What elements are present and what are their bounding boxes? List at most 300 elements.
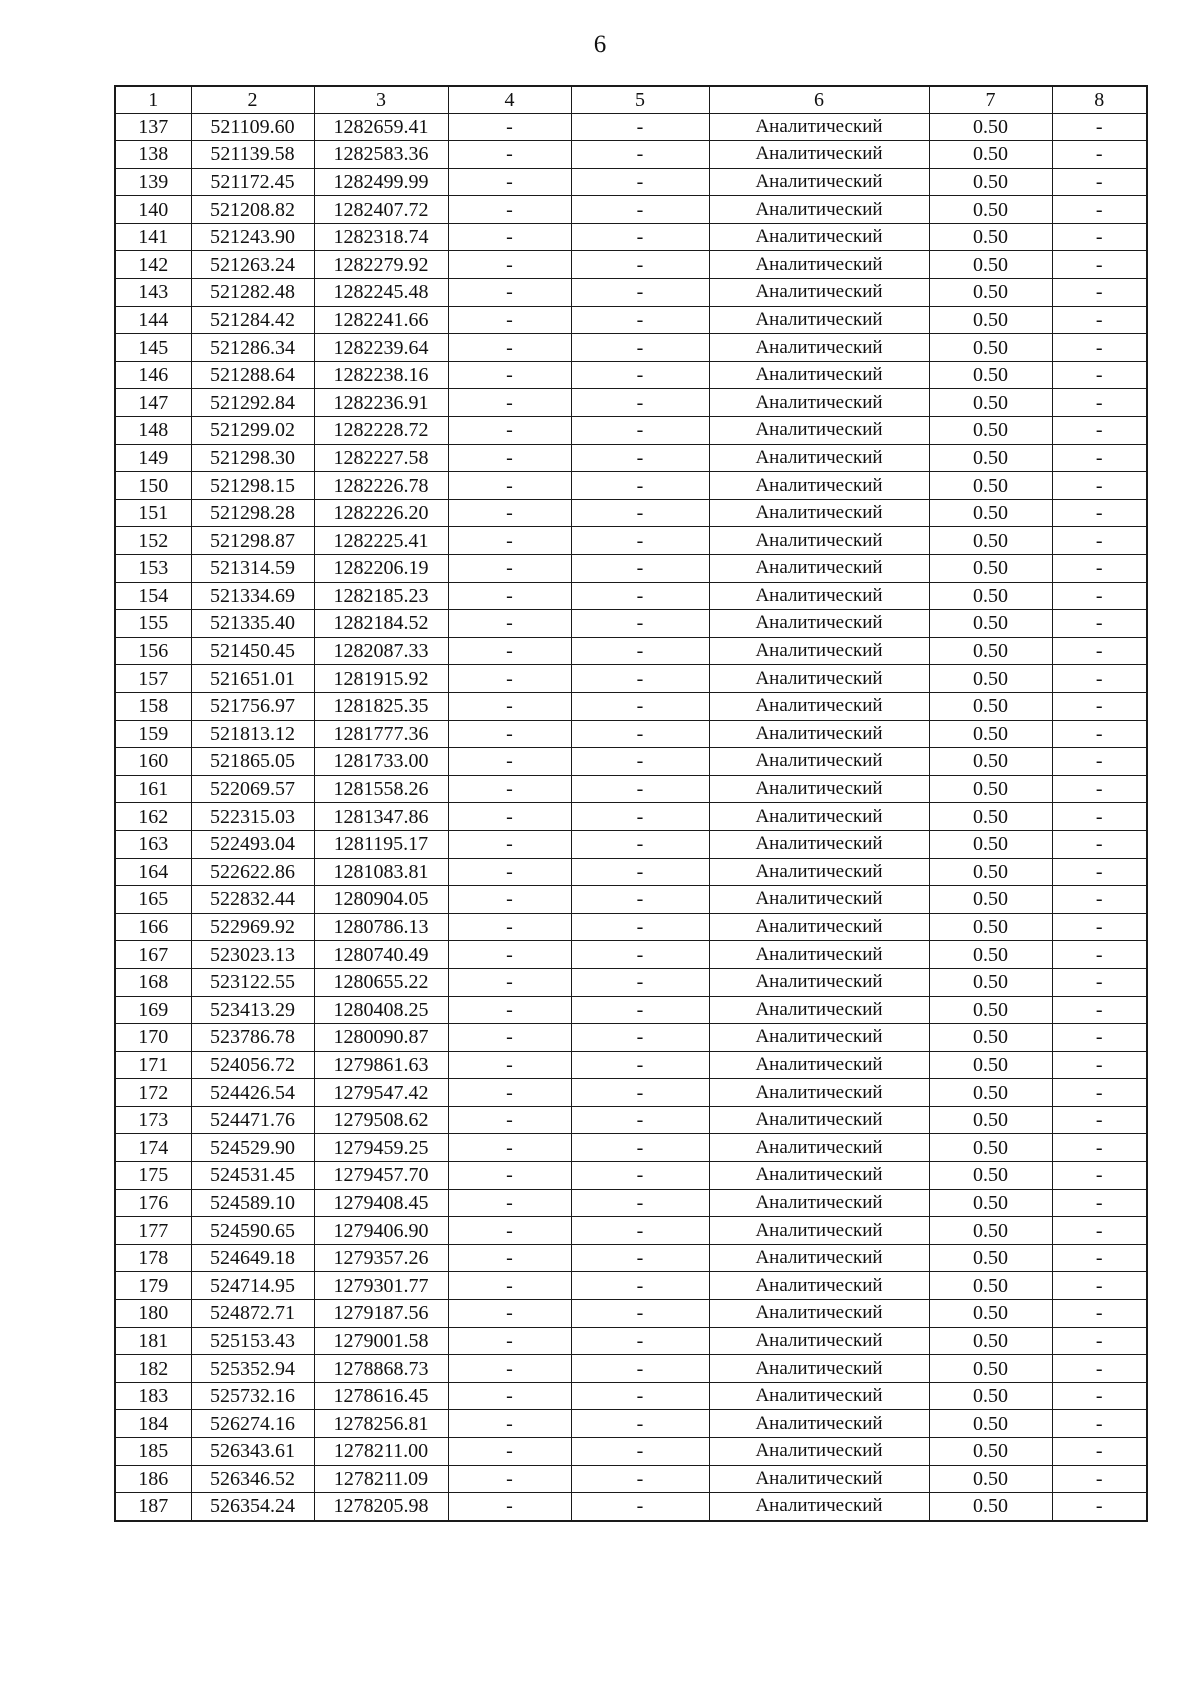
column-8-cell: - [1052,306,1147,334]
method-cell: Аналитический [709,1410,929,1438]
point-number-cell: 166 [115,913,191,941]
column-8-cell: - [1052,279,1147,307]
column-4-cell: - [448,1134,571,1162]
table-row [115,1272,1147,1300]
coordinates-table [114,85,1148,1522]
point-number-cell: 174 [115,1134,191,1162]
column-8-cell: - [1052,582,1147,610]
point-number-cell: 152 [115,527,191,555]
accuracy-cell: 0.50 [929,1300,1052,1328]
column-8-cell: - [1052,1051,1147,1079]
column-5-cell: - [571,168,709,196]
column-5-cell: - [571,941,709,969]
point-number-cell: 150 [115,472,191,500]
x-coordinate-cell: 521334.69 [191,582,314,610]
x-coordinate-cell: 526354.24 [191,1493,314,1521]
y-coordinate-cell: 1278616.45 [314,1382,448,1410]
column-8-cell: - [1052,610,1147,638]
table-row [115,665,1147,693]
column-8-cell: - [1052,334,1147,362]
column-5-cell: - [571,1410,709,1438]
x-coordinate-cell: 521208.82 [191,196,314,224]
table-row [115,1217,1147,1245]
accuracy-cell: 0.50 [929,858,1052,886]
point-number-cell: 181 [115,1327,191,1355]
column-5-cell: - [571,1382,709,1410]
table-row [115,113,1147,141]
column-8-cell: - [1052,996,1147,1024]
column-8-cell: - [1052,830,1147,858]
point-number-cell: 154 [115,582,191,610]
column-5-cell: - [571,1355,709,1383]
x-coordinate-cell: 524649.18 [191,1244,314,1272]
table-row [115,361,1147,389]
column-8-cell: - [1052,444,1147,472]
point-number-cell: 173 [115,1106,191,1134]
accuracy-cell: 0.50 [929,913,1052,941]
column-4-cell: - [448,168,571,196]
y-coordinate-cell: 1282659.41 [314,113,448,141]
accuracy-cell: 0.50 [929,1382,1052,1410]
y-coordinate-cell: 1280408.25 [314,996,448,1024]
accuracy-cell: 0.50 [929,665,1052,693]
y-coordinate-cell: 1280655.22 [314,968,448,996]
column-4-cell: - [448,141,571,169]
column-8-cell: - [1052,361,1147,389]
column-4-cell: - [448,637,571,665]
x-coordinate-cell: 521263.24 [191,251,314,279]
column-8-cell: - [1052,1410,1147,1438]
column-5-cell: - [571,1162,709,1190]
x-coordinate-cell: 521139.58 [191,141,314,169]
column-header: 6 [709,86,929,113]
table-row [115,1493,1147,1521]
accuracy-cell: 0.50 [929,1162,1052,1190]
x-coordinate-cell: 521292.84 [191,389,314,417]
column-5-cell: - [571,665,709,693]
table-row [115,803,1147,831]
column-5-cell: - [571,968,709,996]
column-5-cell: - [571,582,709,610]
column-5-cell: - [571,1217,709,1245]
x-coordinate-cell: 521335.40 [191,610,314,638]
accuracy-cell: 0.50 [929,223,1052,251]
accuracy-cell: 0.50 [929,1134,1052,1162]
column-4-cell: - [448,472,571,500]
x-coordinate-cell: 524471.76 [191,1106,314,1134]
column-8-cell: - [1052,499,1147,527]
method-cell: Аналитический [709,1493,929,1521]
column-8-cell: - [1052,1162,1147,1190]
point-number-cell: 185 [115,1438,191,1466]
x-coordinate-cell: 523023.13 [191,941,314,969]
y-coordinate-cell: 1279459.25 [314,1134,448,1162]
column-8-cell: - [1052,417,1147,445]
y-coordinate-cell: 1282239.64 [314,334,448,362]
column-5-cell: - [571,1493,709,1521]
y-coordinate-cell: 1282225.41 [314,527,448,555]
column-5-cell: - [571,527,709,555]
table-row [115,1410,1147,1438]
method-cell: Аналитический [709,389,929,417]
y-coordinate-cell: 1279357.26 [314,1244,448,1272]
point-number-cell: 179 [115,1272,191,1300]
x-coordinate-cell: 521109.60 [191,113,314,141]
column-5-cell: - [571,775,709,803]
table-row [115,1355,1147,1383]
column-4-cell: - [448,417,571,445]
method-cell: Аналитический [709,251,929,279]
method-cell: Аналитический [709,279,929,307]
method-cell: Аналитический [709,748,929,776]
table-row [115,830,1147,858]
column-5-cell: - [571,141,709,169]
point-number-cell: 148 [115,417,191,445]
accuracy-cell: 0.50 [929,472,1052,500]
column-8-cell: - [1052,1189,1147,1217]
method-cell: Аналитический [709,1134,929,1162]
y-coordinate-cell: 1279547.42 [314,1079,448,1107]
column-8-cell: - [1052,168,1147,196]
column-5-cell: - [571,444,709,472]
table-row [115,996,1147,1024]
accuracy-cell: 0.50 [929,1438,1052,1466]
y-coordinate-cell: 1282227.58 [314,444,448,472]
table-row [115,1382,1147,1410]
column-4-cell: - [448,361,571,389]
table-row [115,582,1147,610]
column-8-cell: - [1052,527,1147,555]
point-number-cell: 163 [115,830,191,858]
table-row [115,251,1147,279]
method-cell: Аналитический [709,1106,929,1134]
x-coordinate-cell: 523786.78 [191,1024,314,1052]
point-number-cell: 164 [115,858,191,886]
x-coordinate-cell: 521298.28 [191,499,314,527]
column-8-cell: - [1052,1134,1147,1162]
column-4-cell: - [448,527,571,555]
column-4-cell: - [448,886,571,914]
method-cell: Аналитический [709,306,929,334]
column-5-cell: - [571,913,709,941]
method-cell: Аналитический [709,775,929,803]
accuracy-cell: 0.50 [929,692,1052,720]
x-coordinate-cell: 526346.52 [191,1465,314,1493]
y-coordinate-cell: 1281558.26 [314,775,448,803]
column-8-cell: - [1052,1382,1147,1410]
column-8-cell: - [1052,196,1147,224]
table-row [115,1300,1147,1328]
y-coordinate-cell: 1278256.81 [314,1410,448,1438]
column-8-cell: - [1052,251,1147,279]
column-5-cell: - [571,1272,709,1300]
column-5-cell: - [571,334,709,362]
x-coordinate-cell: 525732.16 [191,1382,314,1410]
method-cell: Аналитический [709,1327,929,1355]
point-number-cell: 151 [115,499,191,527]
method-cell: Аналитический [709,417,929,445]
table-row [115,1134,1147,1162]
y-coordinate-cell: 1279406.90 [314,1217,448,1245]
column-5-cell: - [571,499,709,527]
x-coordinate-cell: 521314.59 [191,555,314,583]
method-cell: Аналитический [709,196,929,224]
x-coordinate-cell: 521813.12 [191,720,314,748]
column-4-cell: - [448,968,571,996]
y-coordinate-cell: 1282226.20 [314,499,448,527]
method-cell: Аналитический [709,913,929,941]
column-4-cell: - [448,610,571,638]
method-cell: Аналитический [709,361,929,389]
column-8-cell: - [1052,637,1147,665]
table-row [115,279,1147,307]
column-5-cell: - [571,555,709,583]
table-row [115,1465,1147,1493]
column-4-cell: - [448,1382,571,1410]
y-coordinate-cell: 1282583.36 [314,141,448,169]
point-number-cell: 177 [115,1217,191,1245]
column-5-cell: - [571,361,709,389]
y-coordinate-cell: 1282241.66 [314,306,448,334]
column-4-cell: - [448,1079,571,1107]
column-8-cell: - [1052,472,1147,500]
column-4-cell: - [448,1410,571,1438]
x-coordinate-cell: 521284.42 [191,306,314,334]
column-5-cell: - [571,223,709,251]
y-coordinate-cell: 1279001.58 [314,1327,448,1355]
y-coordinate-cell: 1279508.62 [314,1106,448,1134]
column-8-cell: - [1052,913,1147,941]
accuracy-cell: 0.50 [929,1355,1052,1383]
table-row [115,775,1147,803]
x-coordinate-cell: 523413.29 [191,996,314,1024]
accuracy-cell: 0.50 [929,196,1052,224]
method-cell: Аналитический [709,968,929,996]
column-5-cell: - [571,1327,709,1355]
column-4-cell: - [448,858,571,886]
point-number-cell: 167 [115,941,191,969]
x-coordinate-cell: 526343.61 [191,1438,314,1466]
y-coordinate-cell: 1280786.13 [314,913,448,941]
column-4-cell: - [448,582,571,610]
column-4-cell: - [448,1493,571,1521]
x-coordinate-cell: 521651.01 [191,665,314,693]
table-row [115,417,1147,445]
x-coordinate-cell: 521299.02 [191,417,314,445]
y-coordinate-cell: 1281777.36 [314,720,448,748]
column-header: 8 [1052,86,1147,113]
x-coordinate-cell: 522315.03 [191,803,314,831]
column-5-cell: - [571,1024,709,1052]
x-coordinate-cell: 524589.10 [191,1189,314,1217]
column-8-cell: - [1052,775,1147,803]
column-8-cell: - [1052,223,1147,251]
y-coordinate-cell: 1282238.16 [314,361,448,389]
point-number-cell: 161 [115,775,191,803]
y-coordinate-cell: 1282228.72 [314,417,448,445]
x-coordinate-cell: 522832.44 [191,886,314,914]
column-8-cell: - [1052,1438,1147,1466]
method-cell: Аналитический [709,1438,929,1466]
column-8-cell: - [1052,555,1147,583]
point-number-cell: 180 [115,1300,191,1328]
accuracy-cell: 0.50 [929,251,1052,279]
column-4-cell: - [448,1051,571,1079]
x-coordinate-cell: 521288.64 [191,361,314,389]
x-coordinate-cell: 521286.34 [191,334,314,362]
column-8-cell: - [1052,1300,1147,1328]
table-row [115,334,1147,362]
y-coordinate-cell: 1280740.49 [314,941,448,969]
point-number-cell: 139 [115,168,191,196]
accuracy-cell: 0.50 [929,775,1052,803]
accuracy-cell: 0.50 [929,1410,1052,1438]
point-number-cell: 138 [115,141,191,169]
point-number-cell: 171 [115,1051,191,1079]
method-cell: Аналитический [709,858,929,886]
accuracy-cell: 0.50 [929,1493,1052,1521]
method-cell: Аналитический [709,803,929,831]
point-number-cell: 157 [115,665,191,693]
table-row [115,223,1147,251]
column-8-cell: - [1052,886,1147,914]
method-cell: Аналитический [709,1217,929,1245]
column-4-cell: - [448,251,571,279]
point-number-cell: 142 [115,251,191,279]
column-4-cell: - [448,444,571,472]
x-coordinate-cell: 521450.45 [191,637,314,665]
column-header: 3 [314,86,448,113]
column-8-cell: - [1052,720,1147,748]
point-number-cell: 187 [115,1493,191,1521]
point-number-cell: 137 [115,113,191,141]
table-row [115,444,1147,472]
column-8-cell: - [1052,941,1147,969]
x-coordinate-cell: 523122.55 [191,968,314,996]
point-number-cell: 140 [115,196,191,224]
column-4-cell: - [448,1189,571,1217]
accuracy-cell: 0.50 [929,582,1052,610]
accuracy-cell: 0.50 [929,444,1052,472]
x-coordinate-cell: 524426.54 [191,1079,314,1107]
column-4-cell: - [448,996,571,1024]
y-coordinate-cell: 1279861.63 [314,1051,448,1079]
column-8-cell: - [1052,1327,1147,1355]
x-coordinate-cell: 524531.45 [191,1162,314,1190]
y-coordinate-cell: 1282318.74 [314,223,448,251]
accuracy-cell: 0.50 [929,1217,1052,1245]
x-coordinate-cell: 524529.90 [191,1134,314,1162]
method-cell: Аналитический [709,637,929,665]
column-8-cell: - [1052,1024,1147,1052]
method-cell: Аналитический [709,941,929,969]
page-number: 6 [593,31,607,58]
column-5-cell: - [571,996,709,1024]
x-coordinate-cell: 521865.05 [191,748,314,776]
point-number-cell: 146 [115,361,191,389]
column-4-cell: - [448,555,571,583]
method-cell: Аналитический [709,665,929,693]
table-row [115,748,1147,776]
method-cell: Аналитический [709,996,929,1024]
column-5-cell: - [571,610,709,638]
point-number-cell: 141 [115,223,191,251]
y-coordinate-cell: 1281733.00 [314,748,448,776]
column-5-cell: - [571,1438,709,1466]
accuracy-cell: 0.50 [929,886,1052,914]
y-coordinate-cell: 1281195.17 [314,830,448,858]
column-8-cell: - [1052,141,1147,169]
column-4-cell: - [448,913,571,941]
column-5-cell: - [571,1106,709,1134]
table-row [115,1244,1147,1272]
method-cell: Аналитический [709,334,929,362]
column-header: 4 [448,86,571,113]
column-5-cell: - [571,417,709,445]
x-coordinate-cell: 524056.72 [191,1051,314,1079]
y-coordinate-cell: 1282499.99 [314,168,448,196]
column-4-cell: - [448,196,571,224]
x-coordinate-cell: 525153.43 [191,1327,314,1355]
table-row [115,941,1147,969]
column-5-cell: - [571,830,709,858]
y-coordinate-cell: 1281915.92 [314,665,448,693]
accuracy-cell: 0.50 [929,417,1052,445]
accuracy-cell: 0.50 [929,1272,1052,1300]
column-5-cell: - [571,748,709,776]
point-number-cell: 158 [115,692,191,720]
accuracy-cell: 0.50 [929,1327,1052,1355]
method-cell: Аналитический [709,692,929,720]
accuracy-cell: 0.50 [929,168,1052,196]
method-cell: Аналитический [709,113,929,141]
accuracy-cell: 0.50 [929,748,1052,776]
x-coordinate-cell: 522069.57 [191,775,314,803]
accuracy-cell: 0.50 [929,306,1052,334]
table-row [115,555,1147,583]
column-4-cell: - [448,830,571,858]
column-4-cell: - [448,941,571,969]
method-cell: Аналитический [709,1189,929,1217]
method-cell: Аналитический [709,1244,929,1272]
x-coordinate-cell: 522493.04 [191,830,314,858]
method-cell: Аналитический [709,555,929,583]
table-row [115,1024,1147,1052]
point-number-cell: 160 [115,748,191,776]
table-row [115,886,1147,914]
x-coordinate-cell: 521298.15 [191,472,314,500]
point-number-cell: 145 [115,334,191,362]
x-coordinate-cell: 524590.65 [191,1217,314,1245]
accuracy-cell: 0.50 [929,1244,1052,1272]
column-8-cell: - [1052,113,1147,141]
method-cell: Аналитический [709,168,929,196]
point-number-cell: 169 [115,996,191,1024]
column-4-cell: - [448,1438,571,1466]
column-5-cell: - [571,858,709,886]
method-cell: Аналитический [709,582,929,610]
point-number-cell: 153 [115,555,191,583]
method-cell: Аналитический [709,1079,929,1107]
method-cell: Аналитический [709,499,929,527]
column-5-cell: - [571,803,709,831]
accuracy-cell: 0.50 [929,389,1052,417]
point-number-cell: 175 [115,1162,191,1190]
accuracy-cell: 0.50 [929,968,1052,996]
table-row [115,610,1147,638]
point-number-cell: 165 [115,886,191,914]
point-number-cell: 155 [115,610,191,638]
